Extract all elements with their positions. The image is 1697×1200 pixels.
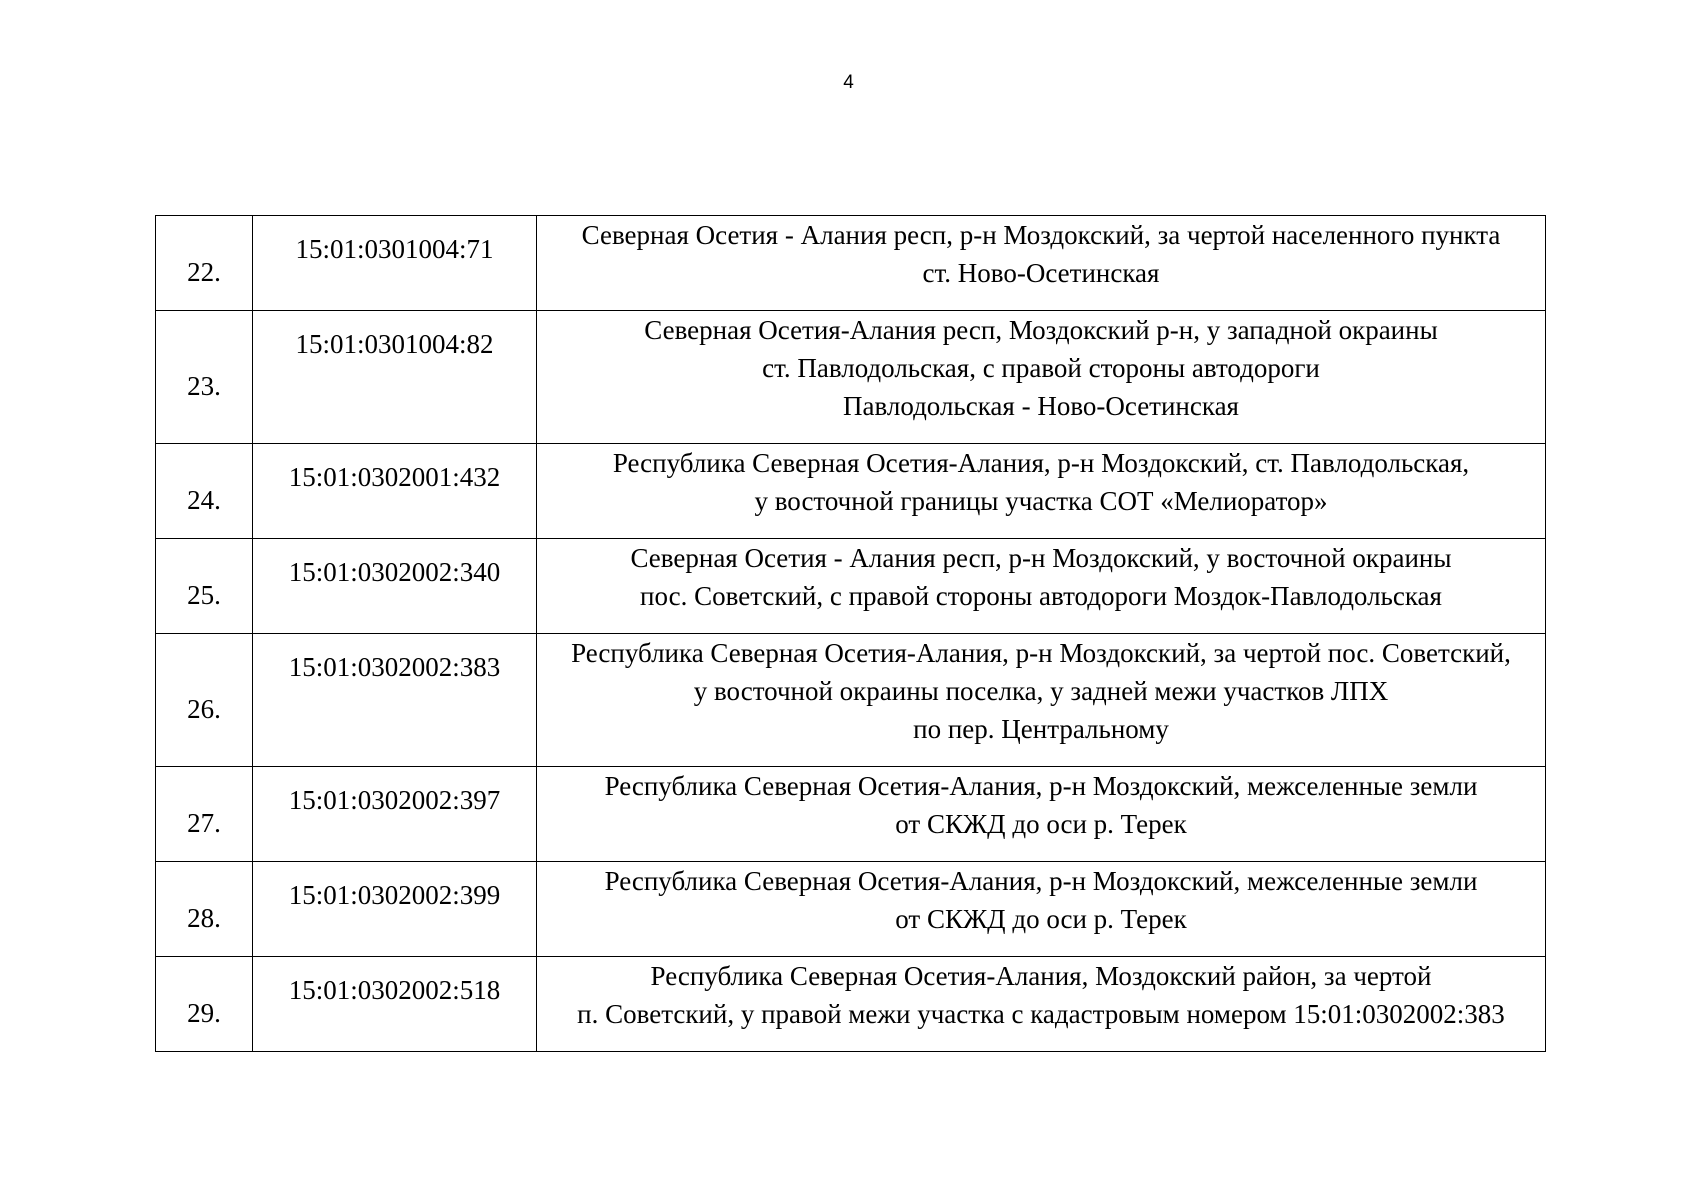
address-line: у восточной окраины поселка, у задней межи участков ЛПХ <box>693 676 1389 706</box>
row-number-cell <box>156 767 253 862</box>
address-line: Республика Северная Осетия-Алания, Моздокский район, за чертой <box>650 961 1432 991</box>
address-line: от СКЖД до оси р. Терек <box>895 809 1187 839</box>
address-line: п. Советский, у правой межи участка с кадастровым номером 15:01:0302002:383 <box>577 999 1505 1029</box>
cadastral-number: 15:01:0302002:399 <box>253 862 537 957</box>
table-row <box>156 216 1546 311</box>
cadastral-number: 15:01:0302002:397 <box>253 767 537 862</box>
table-row <box>156 957 1546 1052</box>
address-line: Северная Осетия - Алания респ, р-н Моздокский, у восточной окраины <box>630 543 1452 573</box>
address-line: Северная Осетия-Алания респ, Моздокский р-н, у западной окраины <box>644 315 1438 345</box>
address-line: ст. Павлодольская, с правой стороны автодороги <box>762 353 1320 383</box>
row-number-cell <box>156 634 253 767</box>
row-number: 26. <box>187 694 221 724</box>
row-number-cell <box>156 311 253 444</box>
table-row <box>156 444 1546 539</box>
row-number: 27. <box>187 808 221 838</box>
address-cell <box>537 444 1546 539</box>
row-number: 29. <box>187 998 221 1028</box>
row-number: 28. <box>187 903 221 933</box>
address-line: Павлодольская - Ново-Осетинская <box>843 391 1239 421</box>
address-line: Республика Северная Осетия-Алания, р-н Моздокский, за чертой пос. Советский, <box>571 638 1511 668</box>
address-line: Северная Осетия - Алания респ, р-н Моздокский, за чертой населенного пункта <box>581 220 1501 250</box>
table-row <box>156 311 1546 444</box>
address-cell <box>537 216 1546 311</box>
table-row <box>156 634 1546 767</box>
address-cell <box>537 767 1546 862</box>
row-number: 24. <box>187 485 221 515</box>
parcel-table <box>155 215 1546 1052</box>
cadastral-number: 15:01:0302002:518 <box>253 957 537 1052</box>
row-number-cell <box>156 957 253 1052</box>
row-number-cell <box>156 444 253 539</box>
address-cell <box>537 311 1546 444</box>
table-row <box>156 767 1546 862</box>
row-number-cell <box>156 216 253 311</box>
address-line: по пер. Центральному <box>913 714 1169 744</box>
page-number: 4 <box>843 72 854 93</box>
cadastral-number: 15:01:0302001:432 <box>253 444 537 539</box>
address-line: пос. Советский, с правой стороны автодороги Моздок-Павлодольская <box>640 581 1442 611</box>
row-number: 23. <box>187 371 221 401</box>
row-number: 22. <box>187 257 221 287</box>
address-line: Республика Северная Осетия-Алания, р-н Моздокский, межселенные земли <box>604 866 1478 896</box>
address-cell <box>537 539 1546 634</box>
row-number: 25. <box>187 580 221 610</box>
cadastral-number: 15:01:0302002:340 <box>253 539 537 634</box>
address-line: Республика Северная Осетия-Алания, р-н Моздокский, межселенные земли <box>604 771 1478 801</box>
address-line: ст. Ново-Осетинская <box>922 258 1160 288</box>
table-row <box>156 862 1546 957</box>
address-line: от СКЖД до оси р. Терек <box>895 904 1187 934</box>
address-line: у восточной границы участка СОТ «Мелиоратор» <box>754 486 1328 516</box>
table-row <box>156 539 1546 634</box>
address-cell <box>537 634 1546 767</box>
cadastral-number: 15:01:0301004:82 <box>253 311 537 444</box>
cadastral-number: 15:01:0302002:383 <box>253 634 537 767</box>
address-cell <box>537 957 1546 1052</box>
cadastral-number: 15:01:0301004:71 <box>253 216 537 311</box>
address-cell <box>537 862 1546 957</box>
row-number-cell <box>156 539 253 634</box>
address-line: Республика Северная Осетия-Алания, р-н Моздокский, ст. Павлодольская, <box>612 448 1470 478</box>
row-number-cell <box>156 862 253 957</box>
